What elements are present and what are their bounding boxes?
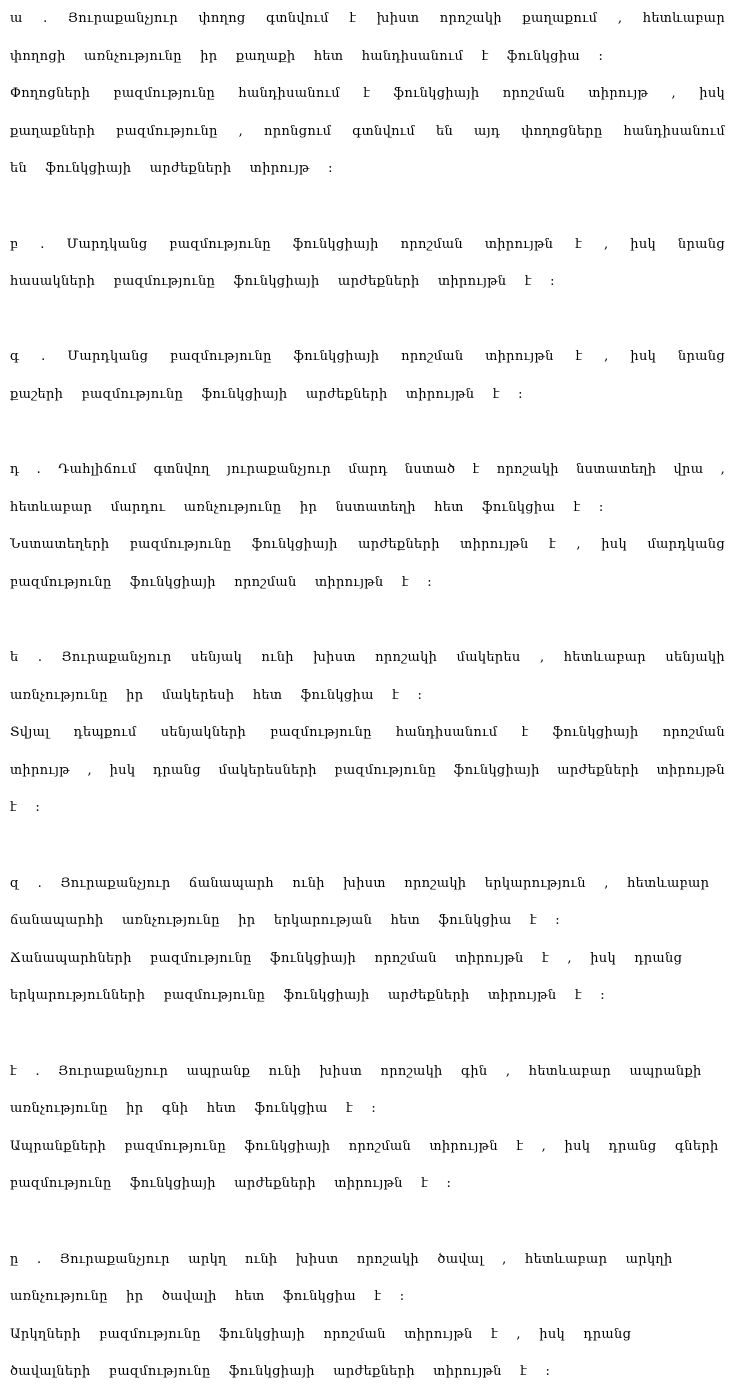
text-line: քաղաքների բազմությունը , որոնցում գտնվում են այդ փողոցները հանդիսանում: [10, 123, 725, 139]
text-line: ե . Յուրաքանչյուր սենյակ ունի խիստ որոշակի մակերես , հետևաբար սենյակի: [10, 650, 725, 666]
text-line: ճանապարհի առնչությունը իր երկարության հետ ֆունկցիա է :: [10, 913, 560, 929]
paragraph-spacer: [10, 602, 725, 640]
paragraph-d: [10, 451, 725, 601]
text-line: ը . Յուրաքանչյուր արկղ ունի խիստ որոշակի ծավալ , հետևաբար արկղի: [10, 1251, 673, 1267]
text-line: առնչությունը իր գնի հետ ֆունկցիա է :: [10, 1101, 377, 1117]
paragraph-g: [10, 338, 725, 413]
text-line: բ . Մարդկանց բազմությունը ֆունկցիայի որոշման տիրույթն է , իսկ նրանց: [10, 236, 725, 252]
text-line: գ . Մարդկանց բազմությունը ֆունկցիայի որոշման տիրույթն է , իսկ նրանց: [10, 349, 725, 365]
document-body: [10, 0, 725, 1391]
text-line: առնչությունը իր ծավալի հետ ֆունկցիա է :: [10, 1289, 405, 1305]
paragraph-z: [10, 865, 725, 1015]
text-line: ա . Յուրաքանչյուր փողոց գտնվում է խիստ որոշակի քաղաքում , հետևաբար: [10, 11, 725, 26]
paragraph-spacer: [10, 1015, 725, 1053]
paragraph-b: [10, 226, 725, 301]
text-line: Ճանապարհների բազմությունը ֆունկցիայի որոշման տիրույթն է , իսկ դրանց: [10, 950, 683, 966]
text-line: Տվյալ դեպքում սենյակների բազմությունը հանդիսանում է ֆունկցիայի որոշման: [10, 725, 725, 741]
text-line: է :: [10, 800, 41, 816]
paragraph-spacer: [10, 301, 725, 339]
text-line: դ . Դահլիճում գտնվող յուրաքանչյուր մարդ նստած է որոշակի նստատեղի վրա ,: [10, 462, 725, 478]
text-line: Ապրանքների բազմությունը ֆունկցիայի որոշման տիրույթն է , իսկ դրանց գների: [10, 1138, 719, 1154]
text-line: առնչությունը իր մակերեսի հետ ֆունկցիա է :: [10, 687, 423, 703]
text-line: փողոցի առնչությունը իր քաղաքի հետ հանդիսանում է ֆունկցիա :: [10, 48, 604, 64]
text-line: հասակների բազմությունը ֆունկցիայի արժեքների տիրույթն է :: [10, 274, 555, 290]
text-line: Արկղների բազմությունը ֆունկցիայի որոշման տիրույթն է , իսկ դրանց: [10, 1326, 632, 1342]
paragraph-spacer: [10, 188, 725, 226]
text-line: քաշերի բազմությունը ֆունկցիայի արժեքների տիրույթն է :: [10, 386, 523, 402]
text-line: է . Յուրաքանչյուր ապրանք ունի խիստ որոշակի գին , հետևաբար ապրանքի: [10, 1063, 702, 1079]
text-line: զ . Յուրաքանչյուր ճանապարհ ունի խիստ որոշակի երկարություն , հետևաբար: [10, 875, 710, 891]
paragraph-e: [10, 639, 725, 827]
paragraph-spacer: [10, 827, 725, 865]
text-line: բազմությունը ֆունկցիայի որոշման տիրույթն է :: [10, 574, 432, 590]
text-line: են ֆունկցիայի արժեքների տիրույթ :: [10, 161, 333, 177]
text-line: երկարությունների բազմությունը ֆունկցիայի արժեքների տիրույթն է :: [10, 988, 605, 1004]
paragraph-a: [10, 0, 725, 188]
text-line: Նստատեղերի բազմությունը ֆունկցիայի արժեքների տիրույթն է , իսկ մարդկանց: [10, 537, 725, 553]
paragraph-yt: [10, 1241, 725, 1391]
text-line: Փողոցների բազմությունը հանդիսանում է ֆունկցիայի որոշման տիրույթ , իսկ: [10, 86, 725, 102]
text-line: տիրույթ , իսկ դրանց մակերեսների բազմությունը ֆունկցիայի արժեքների տիրույթն: [10, 762, 725, 778]
text-line: ծավալների բազմությունը ֆունկցիայի արժեքների տիրույթն է :: [10, 1364, 551, 1380]
paragraph-spacer: [10, 1203, 725, 1241]
paragraph-ee: [10, 1053, 725, 1203]
text-line: բազմությունը ֆունկցիայի արժեքների տիրույթն է :: [10, 1176, 452, 1192]
text-line: հետևաբար մարդու առնչությունը իր նստատեղի հետ ֆունկցիա է :: [10, 499, 604, 515]
paragraph-spacer: [10, 414, 725, 452]
